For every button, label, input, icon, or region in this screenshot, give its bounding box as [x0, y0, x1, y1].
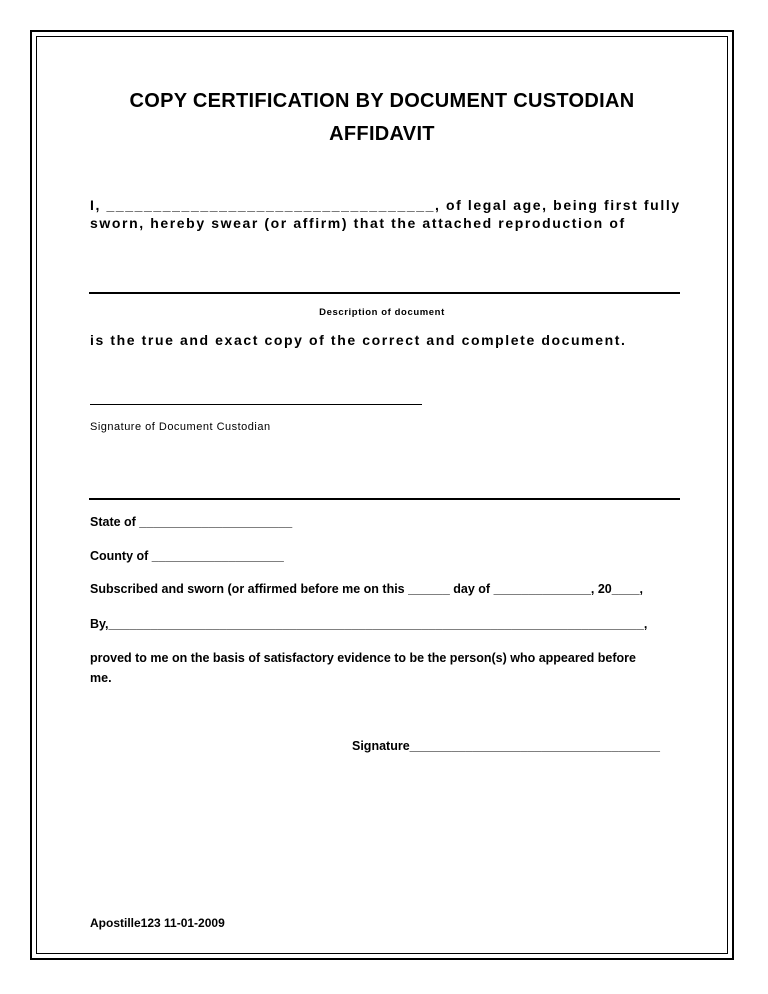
document-title-line1: COPY CERTIFICATION BY DOCUMENT CUSTODIAN [129, 90, 635, 112]
proved-line2: me. [90, 671, 112, 685]
statement-text: is the true and exact copy of the correct and complete document. [90, 332, 627, 348]
description-rule [89, 292, 680, 294]
notary-signature-line: Signature____________________________________ [352, 739, 660, 753]
footer-text: Apostille123 11-01-2009 [90, 916, 225, 930]
custodian-signature-label: Signature of Document Custodian [90, 421, 271, 433]
state-field: State of ______________________ [90, 515, 293, 529]
document-title-line2: AFFIDAVIT [329, 123, 435, 145]
county-field: County of ___________________ [90, 549, 284, 563]
description-label: Description of document [319, 307, 445, 318]
subscribed-sworn-line: Subscribed and sworn (or affirmed before me on this ______ day of ______________, 20____, [90, 582, 644, 596]
intro-line1: I, ___________________________________, of legal age, being first fully [90, 197, 681, 213]
by-line: By,_____________________________________________________________________________, [90, 617, 648, 631]
section-divider [89, 498, 680, 500]
custodian-signature-line [90, 404, 422, 405]
proved-line1: proved to me on the basis of satisfactory evidence to be the person(s) who appeared before [90, 651, 636, 665]
inner-border [36, 36, 728, 954]
intro-line2: sworn, hereby swear (or affirm) that the attached reproduction of [90, 215, 626, 231]
